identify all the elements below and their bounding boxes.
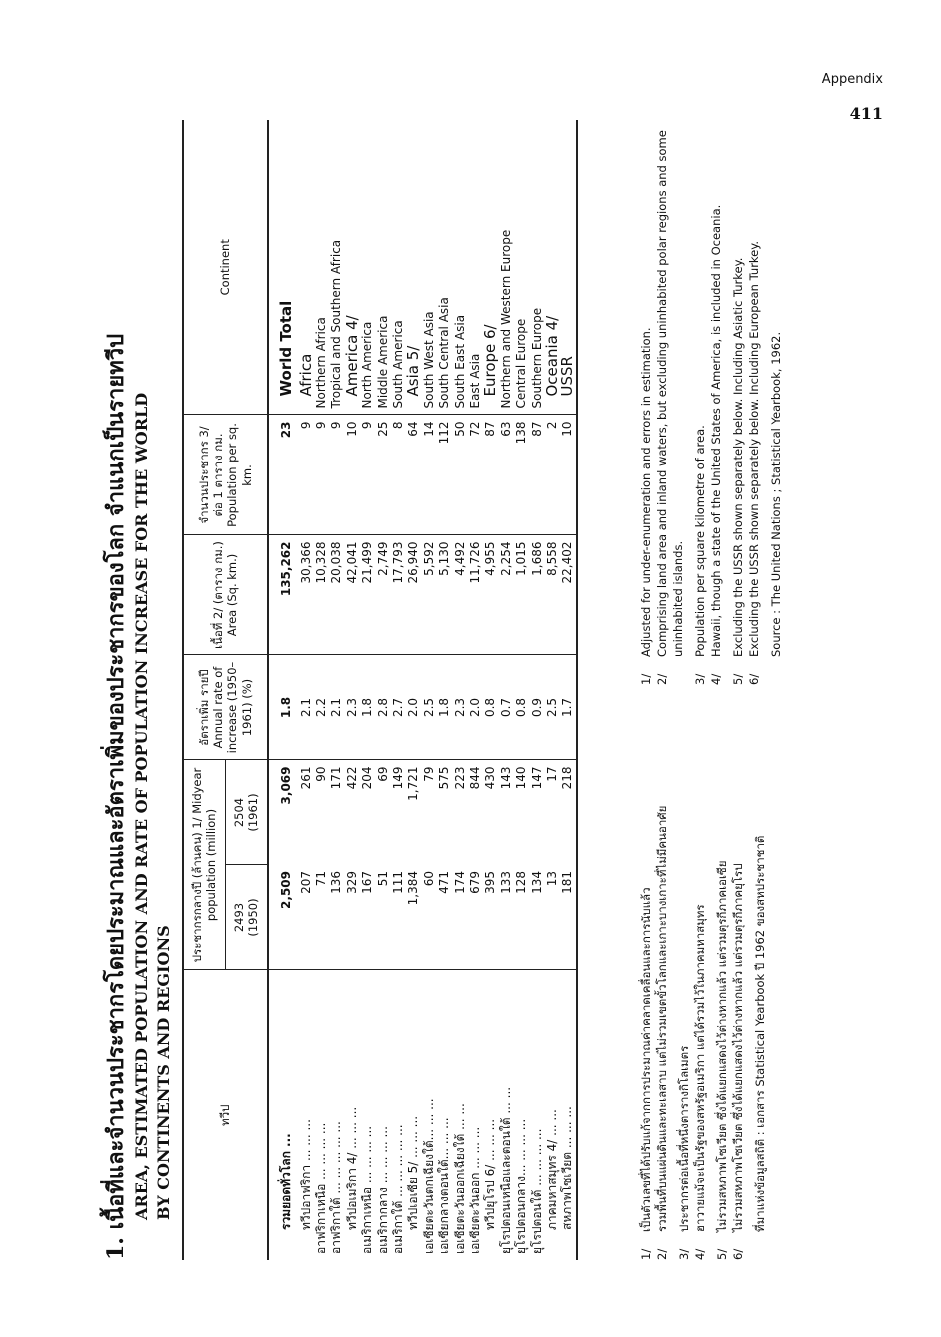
footnote — [638, 125, 654, 685]
population-1950-cell: 111 — [391, 865, 406, 970]
footnote — [692, 700, 708, 1260]
population-1950-cell: 128 — [514, 865, 529, 970]
area-cell: 5,130 — [437, 535, 452, 655]
footnote — [654, 125, 686, 685]
rate-cell: 2.0 — [468, 655, 483, 760]
population-1950-cell: 174 — [452, 865, 467, 970]
footnote-text: Excluding the USSR shown separately below. Including European Turkey. — [747, 240, 761, 657]
density-cell: 14 — [422, 415, 437, 535]
footnote — [654, 700, 670, 1260]
population-1961-cell: 147 — [529, 766, 544, 790]
footnote-marker — [752, 1232, 768, 1260]
density-cell: 23 — [268, 415, 299, 535]
footnote-marker: 4/ — [693, 1248, 707, 1260]
footnote-marker: 5/ — [715, 1248, 729, 1260]
density-cell: 50 — [452, 415, 467, 535]
rate-cell: 2.5 — [422, 655, 437, 760]
region-thai-cell: อเมริกากลาง ... ... ... ... — [375, 1126, 390, 1254]
rate-cell: 0.9 — [529, 655, 544, 760]
table-row — [560, 120, 576, 1260]
footnote-text: ฮาวายแม้จะเป็นรัฐของสหรัฐอเมริกา แต่ได้รวมไว้ในภาคมหาสมุทร — [693, 904, 707, 1232]
footnote — [730, 700, 746, 1260]
population-1950-cell: 679 — [468, 865, 483, 970]
density-cell: 10 — [345, 415, 360, 535]
table-body — [268, 120, 577, 1260]
rate-cell: 2.5 — [545, 655, 560, 760]
density-cell: 9 — [360, 415, 375, 535]
population-1961-cell: 171 — [329, 766, 344, 790]
region-thai-cell: ทวีปอเมริกา 4/ ... ... ... — [344, 1106, 359, 1230]
col-header-1950 — [225, 865, 266, 970]
density-cell: 87 — [529, 415, 544, 535]
page-number: 411 — [849, 104, 883, 123]
population-1961-cell: 3,069 — [279, 766, 293, 805]
continent-cell: Northern and Western Europe — [499, 120, 514, 415]
population-1961-cell: 204 — [360, 766, 375, 790]
area-cell: 21,499 — [360, 535, 375, 655]
population-1950-cell: 167 — [360, 865, 375, 970]
col-header-population: ประชากรกลางปี (ล้านคน) 1/ Midyear population (million) — [183, 760, 225, 970]
population-1950-cell: 2,509 — [268, 865, 299, 970]
area-cell: 4,955 — [483, 535, 498, 655]
population-1961-cell: 844 — [467, 766, 482, 790]
footnote — [714, 700, 730, 1260]
continent-cell: North America — [360, 120, 375, 415]
rate-cell: 1.8 — [437, 655, 452, 760]
rate-cell: 0.7 — [499, 655, 514, 760]
table-row — [437, 120, 452, 1260]
continent-cell: Northern Africa — [314, 120, 329, 415]
population-1950-cell: 13 — [545, 865, 560, 970]
footnote — [746, 125, 762, 685]
continent-cell: Asia 5/ — [406, 120, 421, 415]
footnote-text: รวมพื้นที่บนแผ่นดินและทะเลสาบ แต่ไม่รวมเขตขั้วโลกและเกาะบางเกาะที่ไม่มีคนอาศัย — [655, 805, 669, 1232]
area-cell: 10,328 — [314, 535, 329, 655]
density-cell: 9 — [314, 415, 329, 535]
rate-cell: 2.2 — [314, 655, 329, 760]
footnote-text: ไม่รวมสหภาพโซเวียต ซึ่งได้แยกแสดงไว้ต่างหากแล้ว แต่รวมตุรกีภาคเอเซีย — [715, 860, 729, 1232]
population-1950-cell: 136 — [329, 865, 344, 970]
col-header-1961 — [225, 760, 266, 865]
footnote-marker: 1/ — [639, 673, 653, 685]
footnote-text: Hawaii, though a state of the United States of America, is included in Oceania. — [709, 204, 723, 657]
population-1950-cell: 51 — [375, 865, 390, 970]
population-1961-cell: 69 — [375, 766, 390, 782]
rotated-table-page — [98, 60, 878, 1260]
footnote — [752, 700, 768, 1260]
footnote — [638, 700, 654, 1260]
area-cell: 42,041 — [345, 535, 360, 655]
table-row — [375, 120, 390, 1260]
area-cell: 2,254 — [499, 535, 514, 655]
rate-cell: 2.0 — [406, 655, 421, 760]
area-cell: 26,940 — [406, 535, 421, 655]
footnote — [768, 125, 784, 685]
footnote-text: Source : The United Nations ; Statistical Yearbook, 1962. — [769, 331, 783, 657]
region-thai-cell: อาฟริกาใต้ ... ... ... ... ... — [329, 1121, 344, 1254]
population-1950-cell: 134 — [529, 865, 544, 970]
footnote-marker: 6/ — [747, 673, 761, 685]
area-cell: 8,558 — [545, 535, 560, 655]
population-1950-cell: 207 — [299, 865, 314, 970]
table-row — [422, 120, 437, 1260]
density-cell: 9 — [329, 415, 344, 535]
population-1961-cell: 79 — [421, 766, 436, 782]
footnote-marker: 4/ — [709, 673, 723, 685]
density-cell: 25 — [375, 415, 390, 535]
population-1950-cell: 71 — [314, 865, 329, 970]
density-cell: 112 — [437, 415, 452, 535]
table-row — [314, 120, 329, 1260]
continent-cell: Southern Europe — [529, 120, 544, 415]
region-thai-cell: เอเซียตะวันออกเฉียงใต้ ... ... — [452, 1103, 467, 1254]
rate-cell: 2.1 — [329, 655, 344, 760]
footnote-marker: 5/ — [731, 673, 745, 685]
area-cell: 30,366 — [299, 535, 314, 655]
area-cell: 22,402 — [560, 535, 576, 655]
col-header-rate: อัตราเพิ่ม รายปี Annual rate of increase (1950–1961) (%) — [183, 655, 267, 760]
population-1961-cell: 149 — [391, 766, 406, 790]
area-cell: 11,726 — [468, 535, 483, 655]
table-row — [329, 120, 344, 1260]
table-row — [268, 120, 299, 1260]
region-thai-cell: ทวีปยุโรป 6/ ... ... ... — [483, 1118, 498, 1230]
year-1950-ad: (1950) — [246, 898, 261, 937]
population-1961-cell: 422 — [344, 766, 359, 790]
population-1961-cell: 218 — [560, 760, 576, 865]
continent-cell: America 4/ — [345, 120, 360, 415]
region-thai-cell: ทวีปอาฟริกา ... ... ... — [298, 1119, 313, 1230]
density-cell: 10 — [560, 415, 576, 535]
population-1950-cell: 395 — [483, 865, 498, 970]
area-cell: 1,686 — [529, 535, 544, 655]
footnote — [730, 125, 746, 685]
rate-cell: 1.7 — [560, 655, 576, 760]
density-cell: 87 — [483, 415, 498, 535]
footnote-marker: 3/ — [677, 1248, 691, 1260]
footnote-text: ประชากรต่อเนื้อที่หนึ่งตารางกิโลเมตร — [677, 1045, 691, 1232]
thai-title: 1. เนื้อที่และจำนวนประชากรโดยประมาณและอัตราเพิ่มของประชากรของโลก จำแนกเป็นรายทวีป — [103, 333, 129, 1260]
english-title-line2: BY CONTINENTS AND REGIONS — [154, 925, 173, 1220]
region-thai-cell: เอเซียกลางตอนใต้... ... ... — [437, 1117, 452, 1254]
density-cell: 2 — [545, 415, 560, 535]
population-1950-cell: 471 — [437, 865, 452, 970]
density-cell: 138 — [514, 415, 529, 535]
footnote-text: Population per square kilometre of area. — [693, 425, 707, 657]
continent-cell: Tropical and Southern Africa — [329, 120, 344, 415]
table-row — [499, 120, 514, 1260]
population-1950-cell: 60 — [422, 865, 437, 970]
region-thai-cell: อาฟริกาเหนือ ... ... ... ... — [314, 1122, 329, 1254]
rate-cell: 0.8 — [514, 655, 529, 760]
region-thai-cell: ยุโรปตอนใต้ ... ... ... ... — [529, 1128, 544, 1254]
population-table — [182, 120, 578, 1260]
footnote-marker: 3/ — [693, 673, 707, 685]
region-thai-cell: รวมยอดทั่วโลก ... — [279, 1133, 293, 1230]
english-title-line1: AREA, ESTIMATED POPULATION AND RATE OF POPULATION INCREASE FOR THE WORLD — [132, 392, 151, 1220]
population-1961-cell: 143 — [498, 766, 513, 790]
col-header-area: เนื้อที่ 2/ (ตาราง กม.) Area (Sq. km.) — [183, 535, 267, 655]
density-cell: 72 — [468, 415, 483, 535]
appendix-label: Appendix — [821, 72, 883, 87]
region-thai-cell: สหภาพโซเวียต ... ... ... — [560, 970, 576, 1260]
continent-cell: South Central Asia — [437, 120, 452, 415]
rate-cell: 2.7 — [391, 655, 406, 760]
continent-cell: South East Asia — [452, 120, 467, 415]
table-row — [360, 120, 375, 1260]
population-1961-cell: 140 — [514, 766, 529, 790]
footnote-marker: 6/ — [731, 1248, 745, 1260]
footnotes-thai — [638, 700, 768, 1260]
rate-cell: 2.3 — [452, 655, 467, 760]
area-cell: 4,492 — [452, 535, 467, 655]
rate-cell: 1.8 — [268, 655, 299, 760]
area-cell: 135,262 — [268, 535, 299, 655]
continent-cell: World Total — [268, 120, 299, 415]
area-cell: 17,793 — [391, 535, 406, 655]
continent-cell: USSR — [560, 120, 576, 415]
footnote-text: Comprising land area and inland waters, but excluding uninhabited polar regions and some uninhabited islands. — [655, 130, 685, 657]
year-1950-thai: 2493 — [231, 902, 246, 933]
rate-cell: 2.8 — [375, 655, 390, 760]
continent-cell: Europe 6/ — [483, 120, 498, 415]
continent-cell: East Asia — [468, 120, 483, 415]
continent-cell: South America — [391, 120, 406, 415]
population-1950-cell: 1,384 — [406, 865, 421, 970]
density-cell: 64 — [406, 415, 421, 535]
population-1961-cell: 1,721 — [406, 766, 421, 801]
table-row — [391, 120, 406, 1260]
col-header-density: จำนวนประชากร 3/ ต่อ 1 ตาราง กม. Population per sq. km. — [183, 415, 267, 535]
region-thai-cell: ยุโรปตอนกลาง... ... ... ... — [514, 1118, 529, 1254]
table-row — [545, 120, 560, 1260]
density-cell: 9 — [299, 415, 314, 535]
density-cell: 63 — [499, 415, 514, 535]
continent-cell: Central Europe — [514, 120, 529, 415]
year-1961-ad: (1961) — [246, 793, 261, 832]
area-cell: 2,749 — [375, 535, 390, 655]
continent-cell: Middle America — [375, 120, 390, 415]
continent-cell: Africa — [299, 120, 314, 415]
year-1961-thai: 2504 — [231, 797, 246, 828]
rate-cell: 1.8 — [360, 655, 375, 760]
population-1961-cell: 223 — [452, 766, 467, 790]
footnote-text: ที่มาแห่งข้อมูลสถิติ : เอกสาร Statistical Yearbook ปี 1962 ของสหประชาชาติ — [753, 835, 767, 1232]
region-thai-cell: อเมริกาเหนือ ... ... ... ... — [360, 1125, 375, 1254]
footnote — [708, 125, 724, 685]
table-row — [514, 120, 529, 1260]
table-row — [529, 120, 544, 1260]
footnote — [676, 700, 692, 1260]
footnote-text: ไม่รวมสหภาพโซเวียต ซึ่งได้แยกแสดงไว้ต่างหากแล้ว แต่รวมตุรกีภาคยุโรป — [731, 863, 745, 1232]
rate-cell: 2.3 — [345, 655, 360, 760]
table-row — [483, 120, 498, 1260]
table-row — [406, 120, 421, 1260]
table-row — [299, 120, 314, 1260]
col-header-continent: Continent — [183, 120, 267, 415]
region-thai-cell: เอเซียตะวันตกเฉียงใต้... ... ... — [421, 1098, 436, 1254]
col-header-thai-region: ทวีป — [183, 970, 267, 1260]
footnote-marker: 1/ — [639, 1248, 653, 1260]
population-1961-cell: 430 — [483, 766, 498, 790]
footnote — [692, 125, 708, 685]
population-1961-cell: 90 — [314, 766, 329, 782]
population-1961-cell: 261 — [298, 766, 313, 790]
density-cell: 8 — [391, 415, 406, 535]
table-row — [468, 120, 483, 1260]
continent-cell: South West Asia — [422, 120, 437, 415]
table-row — [452, 120, 467, 1260]
area-cell: 5,592 — [422, 535, 437, 655]
population-1950-cell: 133 — [499, 865, 514, 970]
footnote-marker — [768, 657, 784, 685]
continent-cell: Oceania 4/ — [545, 120, 560, 415]
population-1950-cell: 181 — [560, 865, 576, 970]
population-1950-cell: 329 — [345, 865, 360, 970]
rate-cell: 2.1 — [299, 655, 314, 760]
region-thai-cell: เอเซียตะวันออก ... ... ... — [467, 1126, 482, 1254]
footnote-text: Excluding the USSR shown separately below. Including Asiatic Turkey. — [731, 257, 745, 657]
region-thai-cell: อเมริกาใต้ ... ... ... ... ... — [391, 1124, 406, 1254]
population-1961-cell: 575 — [437, 766, 452, 790]
footnote-marker: 2/ — [655, 1248, 669, 1260]
area-cell: 20,038 — [329, 535, 344, 655]
region-thai-cell: ทวีปเอเซีย 5/ ... ... ... — [406, 1115, 421, 1230]
footnote-text: เป็นตัวเลขที่ได้ปรับแก้จากการประมาณค่าคลาดเคลื่อนและการนับแล้ว — [639, 887, 653, 1232]
region-thai-cell: ภาคมหาสมุทร 4/ ... ... — [544, 1109, 559, 1230]
footnote-marker: 2/ — [655, 673, 669, 685]
population-1961-cell: 17 — [544, 766, 559, 782]
rate-cell: 0.8 — [483, 655, 498, 760]
region-thai-cell: ยุโรปตอนเหนือและตอนใต้ ... ... — [498, 1086, 513, 1254]
area-cell: 1,015 — [514, 535, 529, 655]
footnote-text: Adjusted for under-enumeration and errors in estimation. — [639, 327, 653, 657]
footnotes-english — [638, 125, 784, 685]
table-row — [345, 120, 360, 1260]
